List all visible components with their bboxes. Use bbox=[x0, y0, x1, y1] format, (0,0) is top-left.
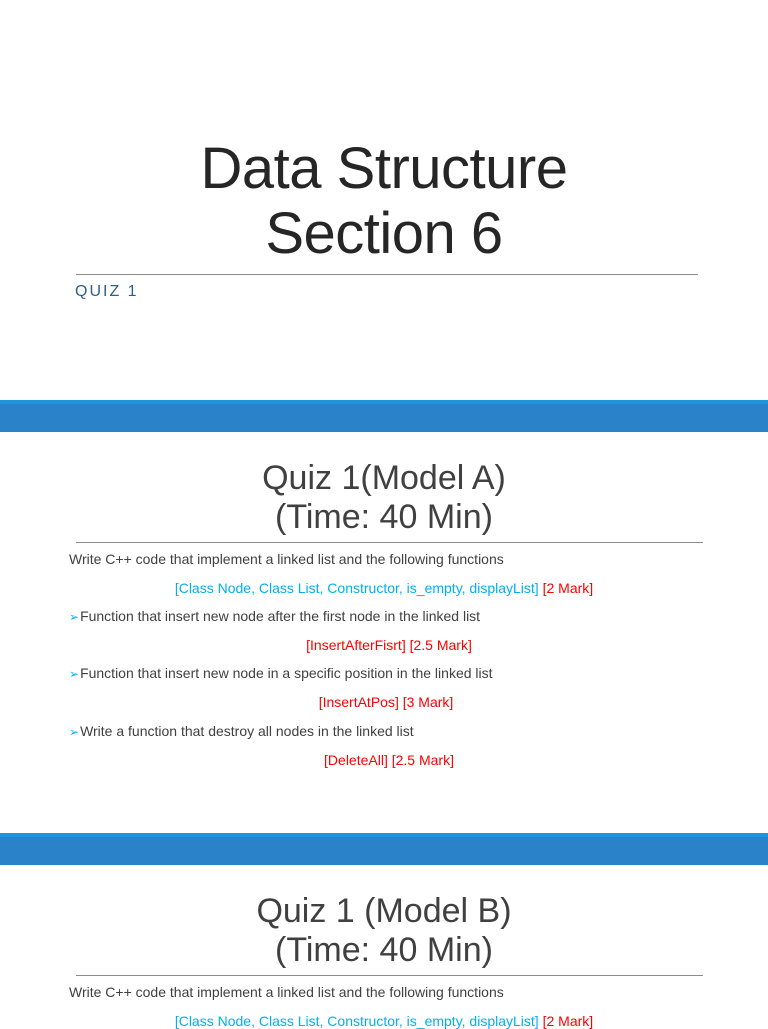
quiz-a-requirement-1 bbox=[0, 580, 768, 596]
quiz-a-title-line-2: (Time: 40 Min) bbox=[275, 498, 493, 536]
title-line-2: Section 6 bbox=[265, 201, 503, 266]
quiz-b-heading bbox=[0, 892, 768, 970]
quiz-a-mark-2: [InsertAtPos] [3 Mark] bbox=[318, 694, 454, 710]
slide-separator-band bbox=[0, 833, 768, 865]
requirement-1-mark: [2 Mark] bbox=[538, 580, 594, 596]
quiz-a-intro: Write C++ code that implement a linked list and the following functions bbox=[69, 551, 504, 567]
slide-separator-band bbox=[0, 400, 768, 432]
quiz-a-divider bbox=[76, 542, 703, 543]
quiz-b-title-line-1: Quiz 1 (Model B) bbox=[256, 892, 512, 930]
quiz-a-bullet-1 bbox=[69, 608, 480, 624]
quiz-b-requirement-1 bbox=[0, 1013, 768, 1029]
title-divider bbox=[76, 274, 698, 275]
quiz-a-bullet-2 bbox=[69, 665, 493, 681]
bullet-3-text: Write a function that destroy all nodes in the linked list bbox=[80, 723, 414, 739]
arrow-bullet-icon: ➢ bbox=[69, 610, 80, 624]
slide-title-heading bbox=[0, 136, 768, 266]
arrow-bullet-icon: ➢ bbox=[69, 667, 80, 681]
slide-quiz-model-b bbox=[0, 865, 768, 1029]
quiz-b-title-line-2: (Time: 40 Min) bbox=[275, 931, 493, 969]
bullet-1-text: Function that insert new node after the first node in the linked list bbox=[80, 608, 481, 624]
slide-quiz-model-a bbox=[0, 432, 768, 832]
quiz-a-heading bbox=[0, 459, 768, 537]
arrow-bullet-icon: ➢ bbox=[69, 725, 80, 739]
quiz-a-mark-1: [InsertAfterFisrt] [2.5 Mark] bbox=[306, 637, 472, 653]
requirement-1-mark: [2 Mark] bbox=[538, 1013, 594, 1029]
requirement-1-items: [Class Node, Class List, Constructor, is_empty, displayList] bbox=[174, 1013, 539, 1029]
slide-subtitle: QUIZ 1 bbox=[75, 283, 139, 300]
slide-title bbox=[0, 0, 768, 400]
quiz-a-title-line-1: Quiz 1(Model A) bbox=[262, 459, 506, 497]
quiz-b-intro: Write C++ code that implement a linked list and the following functions bbox=[69, 984, 504, 1000]
requirement-1-items: [Class Node, Class List, Constructor, is_empty, displayList] bbox=[174, 580, 539, 596]
quiz-a-bullet-3 bbox=[69, 723, 414, 739]
bullet-2-text: Function that insert new node in a specific position in the linked list bbox=[80, 665, 493, 681]
quiz-a-mark-3: [DeleteAll] [2.5 Mark] bbox=[324, 752, 454, 768]
title-line-1: Data Structure bbox=[200, 136, 568, 201]
quiz-b-divider bbox=[76, 975, 703, 976]
